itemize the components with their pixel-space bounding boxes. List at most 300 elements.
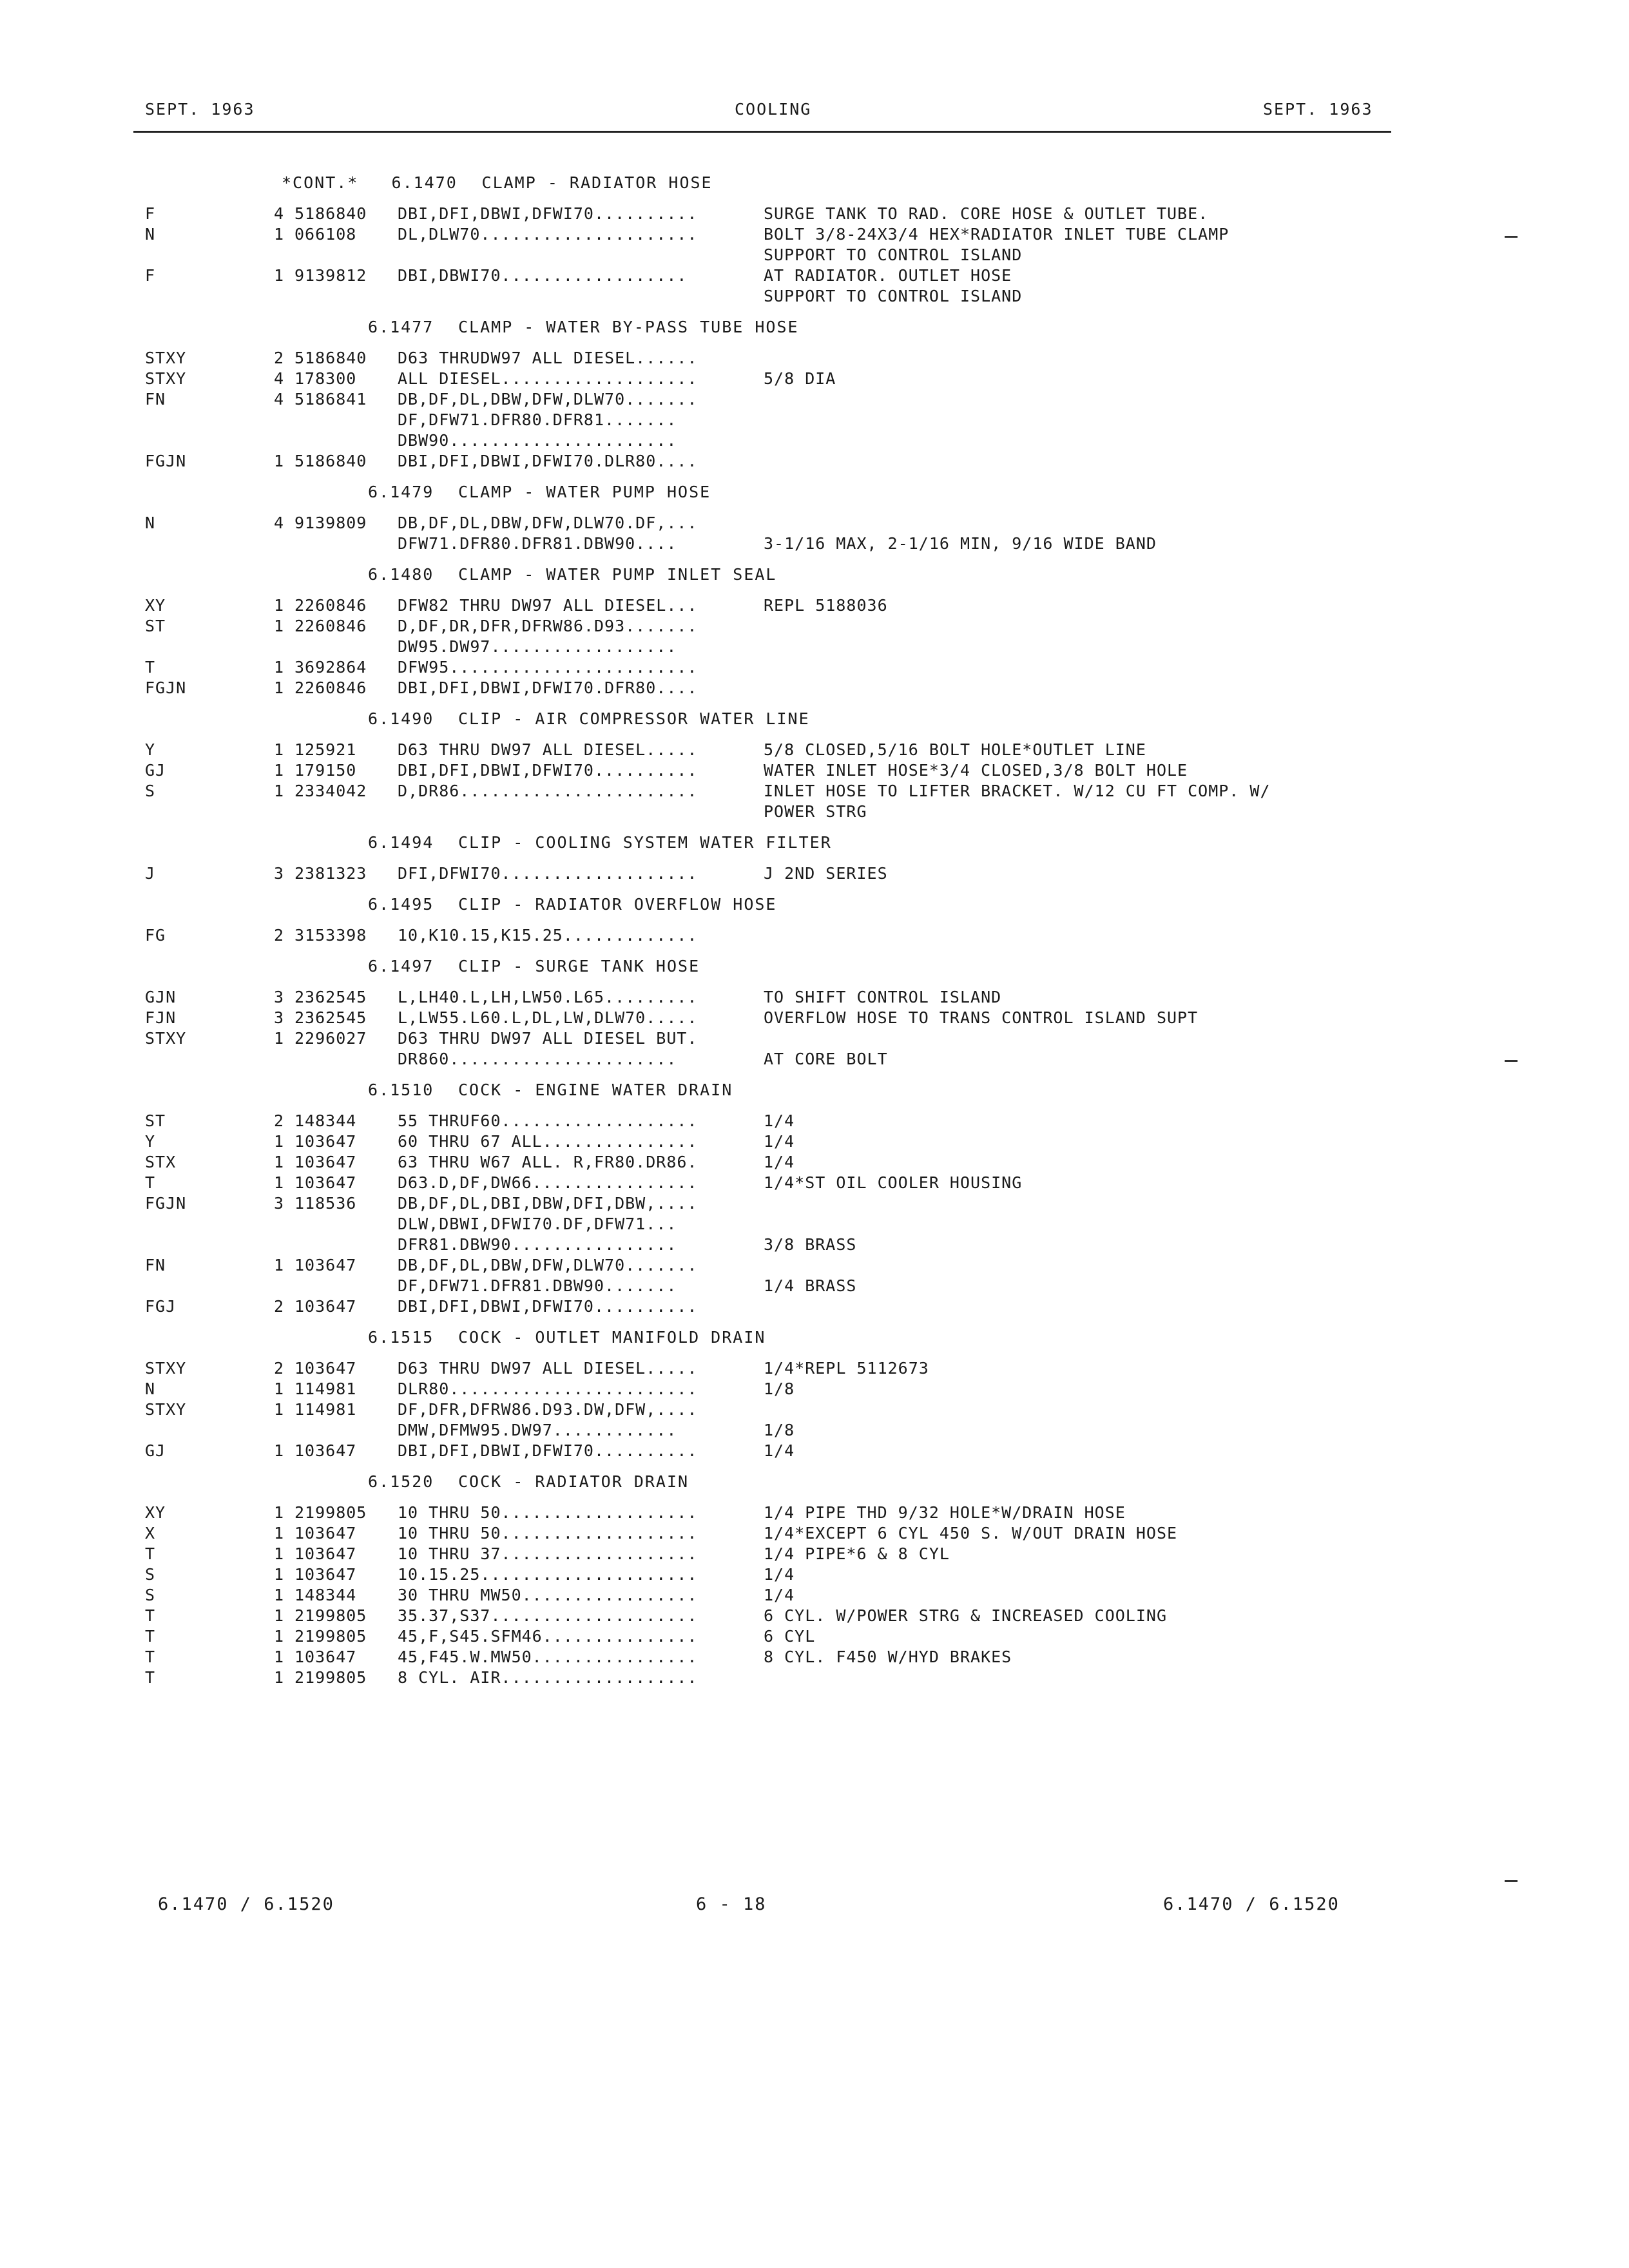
- section-number: 6.1480: [368, 565, 434, 584]
- quantity: 2: [274, 926, 285, 945]
- model-code: GJ: [145, 1441, 166, 1460]
- model-applicability: D,DF,DR,DFR,DFRW86.D93.......: [398, 617, 698, 635]
- section-heading: [145, 307, 1434, 348]
- model-applicability: DR860......................: [398, 1050, 677, 1068]
- model-applicability: D63 THRU DW97 ALL DIESEL.....: [398, 1359, 698, 1378]
- model-applicability: L,LW55.L60.L,DL,LW,DLW70.....: [398, 1008, 698, 1027]
- part-number: 103647: [294, 1359, 357, 1378]
- model-code: J: [145, 864, 156, 883]
- description: WATER INLET HOSE*3/4 CLOSED,3/8 BOLT HOLE: [764, 761, 1188, 780]
- part-number: 2199805: [294, 1503, 367, 1522]
- part-number: 2199805: [294, 1627, 367, 1646]
- quantity: 1: [274, 1627, 285, 1646]
- section-number: 6.1515: [368, 1328, 434, 1347]
- quantity: 1: [274, 1153, 285, 1171]
- part-number: 2260846: [294, 617, 367, 635]
- model-applicability: 10 THRU 37...................: [398, 1544, 698, 1563]
- part-number: 103647: [294, 1132, 357, 1151]
- model-applicability: DBI,DFI,DBWI,DFWI70.DFR80....: [398, 678, 698, 697]
- model-code: X: [145, 1524, 156, 1542]
- header-date-left: SEPT. 1963: [145, 100, 255, 119]
- part-number: 103647: [294, 1441, 357, 1460]
- model-code: S: [145, 1586, 156, 1604]
- part-row: [145, 1585, 1434, 1606]
- part-row: [145, 1028, 1434, 1049]
- part-number: 2199805: [294, 1668, 367, 1687]
- quantity: 1: [274, 761, 285, 780]
- section-heading: [145, 162, 1434, 204]
- description: 6 CYL. W/POWER STRG & INCREASED COOLING: [764, 1606, 1167, 1625]
- section-number: 6.1520: [368, 1472, 434, 1491]
- quantity: 3: [274, 864, 285, 883]
- part-row: [145, 1441, 1434, 1461]
- quantity: 1: [274, 1648, 285, 1666]
- footer-range-left: 6.1470 / 6.1520: [158, 1894, 334, 1914]
- part-number: 5186840: [294, 204, 367, 223]
- quantity: 1: [274, 1503, 285, 1522]
- section-title: COCK - OUTLET MANIFOLD DRAIN: [458, 1328, 766, 1347]
- section-number: 6.1497: [368, 957, 434, 975]
- part-number: 5186840: [294, 452, 367, 470]
- description: 1/8: [764, 1421, 795, 1439]
- part-row: [145, 1296, 1434, 1317]
- part-row: [145, 1235, 1434, 1255]
- description: 1/4 BRASS: [764, 1276, 857, 1295]
- section-heading: [145, 554, 1434, 595]
- model-applicability: DBI,DFI,DBWI,DFWI70.DLR80....: [398, 452, 698, 470]
- part-row: [145, 1214, 1434, 1235]
- model-applicability: 60 THRU 67 ALL...............: [398, 1132, 698, 1151]
- description: POWER STRG: [764, 802, 867, 821]
- part-row: [145, 802, 1434, 822]
- model-code: T: [145, 1648, 156, 1666]
- part-number: 103647: [294, 1297, 357, 1316]
- footer-page-number: 6 - 18: [696, 1894, 767, 1914]
- part-row: [145, 740, 1434, 760]
- part-number: 103647: [294, 1153, 357, 1171]
- part-number: 114981: [294, 1379, 357, 1398]
- quantity: 1: [274, 1256, 285, 1274]
- section-number: 6.1495: [368, 895, 434, 914]
- model-applicability: L,LH40.L,LH,LW50.L65.........: [398, 988, 698, 1006]
- model-applicability: DBI,DFI,DBWI,DFWI70..........: [398, 1297, 698, 1316]
- part-number: 2260846: [294, 678, 367, 697]
- model-applicability: D63 THRU DW97 ALL DIESEL BUT.: [398, 1029, 698, 1048]
- header-date-right: SEPT. 1963: [1263, 100, 1373, 119]
- quantity: 1: [274, 1586, 285, 1604]
- part-number: 114981: [294, 1400, 357, 1419]
- section-number: 6.1490: [368, 709, 434, 728]
- model-applicability: ALL DIESEL...................: [398, 369, 698, 388]
- part-number: 2334042: [294, 782, 367, 800]
- section-title: CLAMP - WATER BY-PASS TUBE HOSE: [458, 318, 799, 336]
- model-applicability: 10.15.25.....................: [398, 1565, 698, 1584]
- quantity: 1: [274, 266, 285, 285]
- part-number: 148344: [294, 1111, 357, 1130]
- model-code: F: [145, 204, 156, 223]
- model-applicability: D,DR86.......................: [398, 782, 698, 800]
- part-row: [145, 925, 1434, 946]
- model-applicability: DF,DFW71.DFR81.DBW90.......: [398, 1276, 677, 1295]
- section-heading: [145, 884, 1434, 925]
- description: 1/4: [764, 1153, 795, 1171]
- model-applicability: DFW82 THRU DW97 ALL DIESEL...: [398, 596, 698, 615]
- part-row: [145, 265, 1434, 286]
- part-row: [145, 513, 1434, 533]
- continued-marker: *CONT.*: [282, 173, 359, 192]
- model-code: STX: [145, 1153, 177, 1171]
- section-heading: [145, 1461, 1434, 1503]
- model-applicability: DLR80........................: [398, 1379, 698, 1398]
- part-row: [145, 204, 1434, 224]
- part-row: [145, 1564, 1434, 1585]
- model-applicability: 45,F45.W.MW50................: [398, 1648, 698, 1666]
- model-applicability: DLW,DBWI,DFWI70.DF,DFW71...: [398, 1215, 677, 1233]
- section-title: CLIP - SURGE TANK HOSE: [458, 957, 700, 975]
- part-row: [145, 760, 1434, 781]
- part-row: [145, 1647, 1434, 1667]
- part-number: 179150: [294, 761, 357, 780]
- model-code: ST: [145, 1111, 166, 1130]
- section-number: 6.1479: [368, 483, 434, 501]
- section-heading: [145, 698, 1434, 740]
- model-applicability: 8 CYL. AIR...................: [398, 1668, 698, 1687]
- part-row: [145, 1276, 1434, 1296]
- model-applicability: 35.37,S37....................: [398, 1606, 698, 1625]
- model-code: T: [145, 1627, 156, 1646]
- model-applicability: DFI,DFWI70...................: [398, 864, 698, 883]
- part-row: [145, 389, 1434, 410]
- section-heading: [145, 1070, 1434, 1111]
- model-applicability: DBI,DFI,DBWI,DFWI70..........: [398, 1441, 698, 1460]
- section-title: CLAMP - WATER PUMP INLET SEAL: [458, 565, 777, 584]
- part-row: [145, 1399, 1434, 1420]
- section-title: CLIP - RADIATOR OVERFLOW HOSE: [458, 895, 777, 914]
- model-applicability: DB,DF,DL,DBW,DFW,DLW70.......: [398, 390, 698, 408]
- part-row: [145, 1379, 1434, 1399]
- part-number: 2362545: [294, 1008, 367, 1027]
- part-row: [145, 637, 1434, 657]
- quantity: 1: [274, 225, 285, 244]
- quantity: 3: [274, 1008, 285, 1027]
- quantity: 2: [274, 1297, 285, 1316]
- part-row: [145, 1152, 1434, 1173]
- quantity: 1: [274, 678, 285, 697]
- description: 1/4*ST OIL COOLER HOUSING: [764, 1173, 1023, 1192]
- section-title: CLAMP - RADIATOR HOSE: [481, 173, 713, 192]
- quantity: 1: [274, 452, 285, 470]
- model-code: Y: [145, 1132, 156, 1151]
- part-number: 103647: [294, 1173, 357, 1192]
- model-applicability: 63 THRU W67 ALL. R,FR80.DR86.: [398, 1153, 698, 1171]
- description: 1/4: [764, 1586, 795, 1604]
- part-number: 5186841: [294, 390, 367, 408]
- part-row: [145, 678, 1434, 698]
- part-row: [145, 1358, 1434, 1379]
- quantity: 1: [274, 1606, 285, 1625]
- quantity: 1: [274, 1029, 285, 1048]
- part-row: [145, 1049, 1434, 1070]
- description: AT RADIATOR. OUTLET HOSE: [764, 266, 1012, 285]
- model-code: FGJN: [145, 452, 187, 470]
- part-row: [145, 657, 1434, 678]
- part-number: 103647: [294, 1648, 357, 1666]
- quantity: 2: [274, 349, 285, 367]
- quantity: 2: [274, 1359, 285, 1378]
- part-row: [145, 1523, 1434, 1544]
- part-row: [145, 369, 1434, 389]
- quantity: 1: [274, 1441, 285, 1460]
- part-row: [145, 1503, 1434, 1523]
- quantity: 3: [274, 988, 285, 1006]
- part-row: [145, 616, 1434, 637]
- model-applicability: DBI,DFI,DBWI,DFWI70..........: [398, 204, 698, 223]
- model-code: STXY: [145, 349, 187, 367]
- quantity: 4: [274, 390, 285, 408]
- part-number: 125921: [294, 740, 357, 759]
- section-number: 6.1494: [368, 833, 434, 852]
- part-row: [145, 1626, 1434, 1647]
- model-applicability: 45,F,S45.SFM46...............: [398, 1627, 698, 1646]
- description: SUPPORT TO CONTROL ISLAND: [764, 287, 1023, 305]
- part-row: [145, 348, 1434, 369]
- model-code: GJN: [145, 988, 177, 1006]
- quantity: 4: [274, 369, 285, 388]
- section-title: COCK - ENGINE WATER DRAIN: [458, 1081, 733, 1099]
- model-applicability: 10,K10.15,K15.25.............: [398, 926, 698, 945]
- model-applicability: DB,DF,DL,DBI,DBW,DFI,DBW,....: [398, 1194, 698, 1213]
- model-applicability: DL,DLW70.....................: [398, 225, 698, 244]
- model-applicability: DF,DFR,DFRW86.D93.DW,DFW,....: [398, 1400, 698, 1419]
- model-applicability: D63 THRU DW97 ALL DIESEL.....: [398, 740, 698, 759]
- model-code: FJN: [145, 1008, 177, 1027]
- quantity: 1: [274, 617, 285, 635]
- margin-mark: [1505, 1880, 1518, 1882]
- quantity: 1: [274, 1524, 285, 1542]
- description: 1/4: [764, 1565, 795, 1584]
- model-code: FN: [145, 1256, 166, 1274]
- quantity: 1: [274, 1173, 285, 1192]
- model-applicability: DW95.DW97..................: [398, 637, 677, 656]
- quantity: 1: [274, 1400, 285, 1419]
- part-number: 103647: [294, 1565, 357, 1584]
- model-code: T: [145, 658, 156, 677]
- part-row: [145, 595, 1434, 616]
- model-code: S: [145, 1565, 156, 1584]
- description: 1/4 PIPE THD 9/32 HOLE*W/DRAIN HOSE: [764, 1503, 1126, 1522]
- quantity: 1: [274, 1668, 285, 1687]
- part-number: 178300: [294, 369, 357, 388]
- section-title: CLIP - AIR COMPRESSOR WATER LINE: [458, 709, 810, 728]
- model-applicability: DBW90......................: [398, 431, 677, 450]
- model-code: ST: [145, 617, 166, 635]
- model-code: S: [145, 782, 156, 800]
- model-applicability: D63.D,DF,DW66................: [398, 1173, 698, 1192]
- part-row: [145, 1008, 1434, 1028]
- quantity: 1: [274, 596, 285, 615]
- section-number: 6.1510: [368, 1081, 434, 1099]
- model-code: XY: [145, 1503, 166, 1522]
- description: 3-1/16 MAX, 2-1/16 MIN, 9/16 WIDE BAND: [764, 534, 1157, 553]
- model-code: STXY: [145, 1359, 187, 1378]
- description: INLET HOSE TO LIFTER BRACKET. W/12 CU FT COMP. W/: [764, 782, 1271, 800]
- part-row: [145, 286, 1434, 307]
- model-code: GJ: [145, 761, 166, 780]
- model-code: Y: [145, 740, 156, 759]
- part-row: [145, 224, 1434, 245]
- description: 1/4 PIPE*6 & 8 CYL: [764, 1544, 950, 1563]
- quantity: 4: [274, 514, 285, 532]
- model-applicability: 10 THRU 50...................: [398, 1524, 698, 1542]
- model-applicability: 55 THRUF60...................: [398, 1111, 698, 1130]
- part-number: 2381323: [294, 864, 367, 883]
- part-number: 3692864: [294, 658, 367, 677]
- quantity: 1: [274, 782, 285, 800]
- description: SUPPORT TO CONTROL ISLAND: [764, 245, 1023, 264]
- model-code: T: [145, 1668, 156, 1687]
- part-row: [145, 1193, 1434, 1214]
- model-applicability: DFR81.DBW90................: [398, 1235, 677, 1254]
- description: 5/8 DIA: [764, 369, 836, 388]
- section-heading: [145, 946, 1434, 987]
- model-applicability: DFW95........................: [398, 658, 698, 677]
- description: REPL 5188036: [764, 596, 888, 615]
- model-applicability: DB,DF,DL,DBW,DFW,DLW70.......: [398, 1256, 698, 1274]
- part-number: 148344: [294, 1586, 357, 1604]
- description: 1/8: [764, 1379, 795, 1398]
- description: 6 CYL: [764, 1627, 816, 1646]
- part-row: [145, 533, 1434, 554]
- description: 8 CYL. F450 W/HYD BRAKES: [764, 1648, 1012, 1666]
- model-code: STXY: [145, 1029, 187, 1048]
- quantity: 2: [274, 1111, 285, 1130]
- part-number: 3153398: [294, 926, 367, 945]
- quantity: 1: [274, 658, 285, 677]
- model-code: N: [145, 1379, 156, 1398]
- quantity: 1: [274, 1544, 285, 1563]
- quantity: 1: [274, 1379, 285, 1398]
- part-row: [145, 987, 1434, 1008]
- part-row: [145, 863, 1434, 884]
- description: 1/4: [764, 1132, 795, 1151]
- parts-list: [145, 162, 1434, 1688]
- part-row: [145, 1606, 1434, 1626]
- margin-mark: [1505, 1060, 1518, 1062]
- description: SURGE TANK TO RAD. CORE HOSE & OUTLET TUBE.: [764, 204, 1209, 223]
- model-applicability: DB,DF,DL,DBW,DFW,DLW70.DF,...: [398, 514, 698, 532]
- description: TO SHIFT CONTROL ISLAND: [764, 988, 1002, 1006]
- part-row: [145, 1255, 1434, 1276]
- model-code: STXY: [145, 369, 187, 388]
- footer-range-right: 6.1470 / 6.1520: [1163, 1894, 1340, 1914]
- section-number: 6.1477: [368, 318, 434, 336]
- section-number: 6.1470: [391, 173, 458, 192]
- model-code: FN: [145, 390, 166, 408]
- part-row: [145, 1667, 1434, 1688]
- part-row: [145, 1111, 1434, 1131]
- part-number: 103647: [294, 1524, 357, 1542]
- model-applicability: 30 THRU MW50.................: [398, 1586, 698, 1604]
- part-row: [145, 451, 1434, 472]
- description: 1/4: [764, 1111, 795, 1130]
- description: OVERFLOW HOSE TO TRANS CONTROL ISLAND SUPT: [764, 1008, 1199, 1027]
- header-title: COOLING: [735, 100, 812, 119]
- description: 3/8 BRASS: [764, 1235, 857, 1254]
- model-code: FGJ: [145, 1297, 177, 1316]
- section-title: CLIP - COOLING SYSTEM WATER FILTER: [458, 833, 832, 852]
- part-number: 103647: [294, 1544, 357, 1563]
- quantity: 3: [274, 1194, 285, 1213]
- description: 1/4*REPL 5112673: [764, 1359, 929, 1378]
- margin-mark: [1505, 236, 1518, 238]
- part-number: 2199805: [294, 1606, 367, 1625]
- section-title: CLAMP - WATER PUMP HOSE: [458, 483, 711, 501]
- model-code: T: [145, 1173, 156, 1192]
- section-heading: [145, 472, 1434, 513]
- model-code: FG: [145, 926, 166, 945]
- part-row: [145, 410, 1434, 430]
- model-applicability: DBI,DBWI70..................: [398, 266, 688, 285]
- part-number: 066108: [294, 225, 357, 244]
- part-number: 2362545: [294, 988, 367, 1006]
- part-row: [145, 1420, 1434, 1441]
- part-number: 5186840: [294, 349, 367, 367]
- model-applicability: 10 THRU 50...................: [398, 1503, 698, 1522]
- description: 1/4: [764, 1441, 795, 1460]
- part-row: [145, 430, 1434, 451]
- section-title: COCK - RADIATOR DRAIN: [458, 1472, 689, 1491]
- model-code: T: [145, 1606, 156, 1625]
- quantity: 1: [274, 1565, 285, 1584]
- part-number: 103647: [294, 1256, 357, 1274]
- part-number: 118536: [294, 1194, 357, 1213]
- model-code: FGJN: [145, 1194, 187, 1213]
- part-row: [145, 1173, 1434, 1193]
- part-number: 2260846: [294, 596, 367, 615]
- model-code: FGJN: [145, 678, 187, 697]
- quantity: 4: [274, 204, 285, 223]
- quantity: 1: [274, 1132, 285, 1151]
- part-row: [145, 1544, 1434, 1564]
- header-rule: [133, 131, 1391, 133]
- part-number: 2296027: [294, 1029, 367, 1048]
- quantity: 1: [274, 740, 285, 759]
- model-code: N: [145, 225, 156, 244]
- part-row: [145, 245, 1434, 265]
- model-code: XY: [145, 596, 166, 615]
- model-applicability: DF,DFW71.DFR80.DFR81.......: [398, 410, 677, 429]
- part-number: 9139809: [294, 514, 367, 532]
- description: 5/8 CLOSED,5/16 BOLT HOLE*OUTLET LINE: [764, 740, 1146, 759]
- model-applicability: DMW,DFMW95.DW97............: [398, 1421, 677, 1439]
- description: BOLT 3/8-24X3/4 HEX*RADIATOR INLET TUBE CLAMP: [764, 225, 1229, 244]
- section-heading: [145, 1317, 1434, 1358]
- part-row: [145, 1131, 1434, 1152]
- part-number: 9139812: [294, 266, 367, 285]
- model-code: STXY: [145, 1400, 187, 1419]
- model-applicability: DBI,DFI,DBWI,DFWI70..........: [398, 761, 698, 780]
- model-code: N: [145, 514, 156, 532]
- part-row: [145, 781, 1434, 802]
- description: 1/4*EXCEPT 6 CYL 450 S. W/OUT DRAIN HOSE: [764, 1524, 1178, 1542]
- section-heading: [145, 822, 1434, 863]
- model-applicability: D63 THRUDW97 ALL DIESEL......: [398, 349, 698, 367]
- description: AT CORE BOLT: [764, 1050, 888, 1068]
- model-code: F: [145, 266, 156, 285]
- model-code: T: [145, 1544, 156, 1563]
- model-applicability: DFW71.DFR80.DFR81.DBW90....: [398, 534, 677, 553]
- description: J 2ND SERIES: [764, 864, 888, 883]
